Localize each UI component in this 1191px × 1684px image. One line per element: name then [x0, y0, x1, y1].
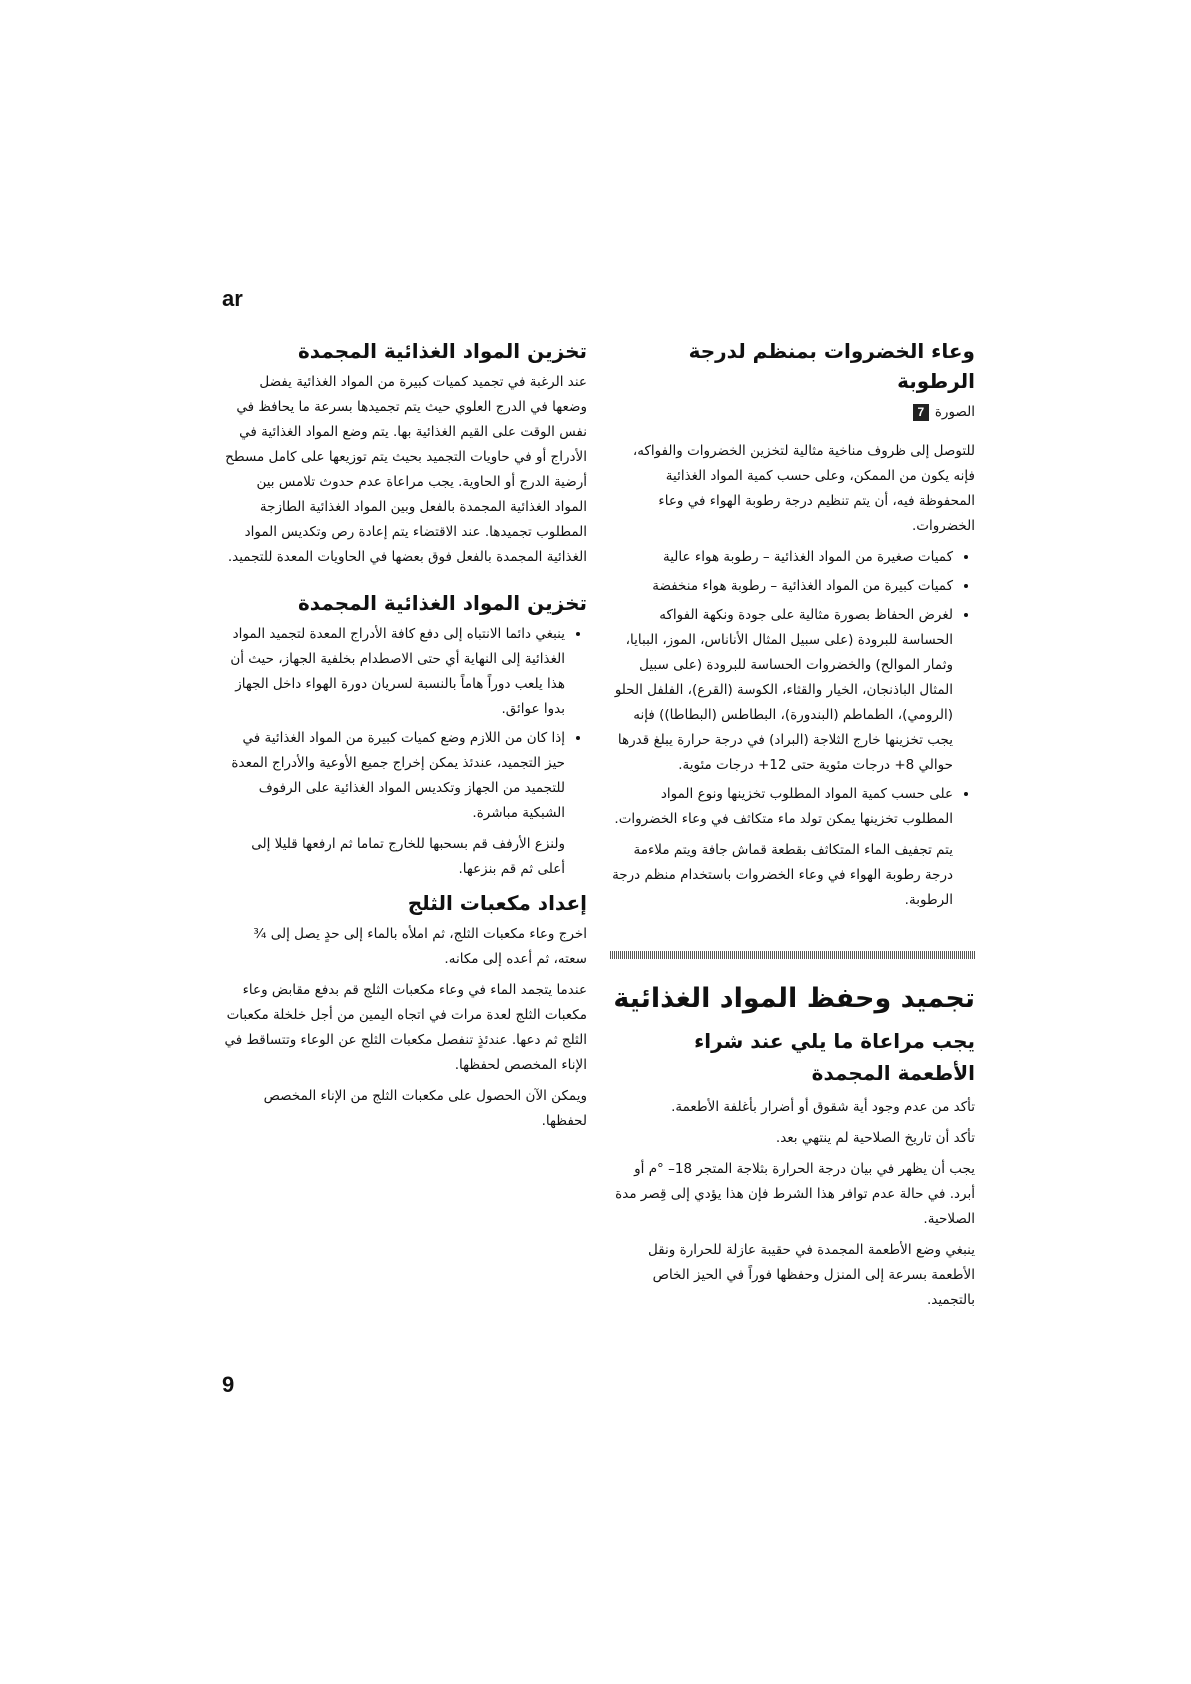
list-item: • لغرض الحفاظ بصورة مثالية على جودة ونكهة الفواكه الحساسة للبرودة (على سبيل المثال الأناناس، الموز، الببايا، وثمار الموالح) والخضروات الحساسة للبرودة (على سبيل المثال الباذنجان، الخيار والقثاء، الكوسة (القرع)، الفلفل الحلو (الرومي)، الطماطم (البندورة)، البطاطس (البطاطا)) فإنه يجب تخزينها خارج الثلاجة (البراد) في درجة حرارة يبلغ قدرها حوالي 8+ درجات مئوية حتى 12+ درجات مئوية. — [610, 603, 953, 778]
figure-number-badge: 7 — [913, 404, 929, 421]
figure-reference — [610, 400, 975, 425]
frozen-storage-bullet-list — [222, 622, 587, 826]
frozen-storage-heading: تخزين المواد الغذائية المجمدة — [297, 339, 587, 363]
freezing-paragraph: يجب أن يظهر في بيان درجة الحرارة بثلاجة المتجر 18– °م أو أبرد. في حالة عدم توافر هذا الشرط فإن هذا يؤدي إلى قِصر مدة الصلاحية. — [615, 1161, 975, 1227]
frozen-storage-paragraph: عند الرغبة في تجميد كميات كبيرة من المواد الغذائية يفضل وضعها في الدرج العلوي حيث يتم تجميدها بسرعة ما يحافظ في نفس الوقت على القيم الغذائية بها. يتم وضع المواد الغذائية في الأدراج أو في حاويات التجميد بحيث يتم توزيعها على كامل مسطح أرضية الدرج أو الحاوية. يجب مراعاة عدم حدوث تلامس بين المواد الغذائية المجمدة بالفعل وبين المواد الغذائية الطازجة المطلوب تجميدها. عند الاقتضاء يتم إعادة رص وتكديس المواد الغذائية المجمدة بالفعل فوق بعضها في الحاويات المعدة للتجميد. — [225, 374, 587, 565]
language-code: ar — [222, 286, 243, 311]
list-item: • كميات كبيرة من المواد الغذائية – رطوبة هواء منخفضة — [610, 574, 953, 599]
vegetable-bullet-list — [610, 545, 975, 832]
left-column — [222, 336, 587, 1140]
list-item: • على حسب كمية المواد المطلوب تخزينها ونوع المواد المطلوب تخزينها يمكن تولد ماء متكاثف في وعاء الخضروات. — [610, 782, 953, 832]
freezing-paragraph: تأكد من عدم وجود أية شقوق أو أضرار بأغلفة الأطعمة. — [671, 1099, 975, 1115]
freezing-paragraph: تأكد أن تاريخ الصلاحية لم ينتهي بعد. — [775, 1130, 975, 1146]
frozen-purchase-subheading: يجب مراعاة ما يلي عند شراء الأطعمة المجمدة — [694, 1029, 975, 1085]
ice-cubes-paragraph: ويمكن الآن الحصول على مكعبات الثلج من الإناء المخصص لحفظها. — [263, 1088, 587, 1129]
list-item: • ينبغي دائما الانتباه إلى دفع كافة الأدراج المعدة لتجميد المواد الغذائية إلى النهاية أي حتى الاصطدام بخلفية الجهاز، حيث أن هذا يلعب دوراً هاماً بالنسبة لسريان دورة الهواء داخل الجهاز بدوا عوائق. — [222, 622, 565, 722]
right-column — [610, 336, 975, 1319]
section-divider — [610, 951, 975, 959]
vegetable-intro-paragraph: للتوصل إلى ظروف مناخية مثالية لتخزين الخضروات والفواكه، فإنه يكون من الممكن، وعلى حسب كمية المواد الغذائية المحفوظة فيه، أن يتم تنظيم درجة رطوبة الهواء في وعاء الخضروات. — [632, 443, 975, 534]
shelf-removal-note: ولنزع الأرفف قم بسحبها للخارج تماما ثم ارفعها قليلا إلى أعلى ثم قم بنزعها. — [251, 836, 565, 877]
list-item: • إذا كان من اللازم وضع كميات كبيرة من المواد الغذائية في حيز التجميد، عندئذ يمكن إخراج جميع الأوعية والأدراج المعدة للتجميد من الجهاز وتكديس المواد الغذائية على الرفوف الشبكية مباشرة. — [222, 726, 565, 826]
ice-cubes-heading: إعداد مكعبات الثلج — [407, 891, 587, 915]
frozen-storage-heading-2: تخزين المواد الغذائية المجمدة — [297, 591, 587, 615]
freezing-paragraph: ينبغي وضع الأطعمة المجمدة في حقيبة عازلة للحرارة ونقل الأطعمة بسرعة إلى المنزل وحفظها فوراً في الحيز الخاص بالتجميد. — [648, 1242, 975, 1308]
vegetable-drawer-heading: وعاء الخضروات بمنظم لدرجة الرطوبة — [688, 339, 975, 393]
ice-cubes-paragraph: عندما يتجمد الماء في وعاء مكعبات الثلج قم بدفع مقابض وعاء مكعبات الثلج لعدة مرات في اتجاه اليمين من أجل خلخلة مكعبات الثلج ثم دعها. عندئذٍ تنفصل مكعبات الثلج عن الوعاء وتتساقط في الإناء المخصص لحفظها. — [224, 982, 587, 1073]
page-number: 9 — [222, 1372, 235, 1397]
condensation-note: يتم تجفيف الماء المتكاثف بقطعة قماش جافة ويتم ملاءمة درجة رطوبة الهواء في وعاء الخضروات باستخدام منظم درجة الرطوبة. — [612, 842, 953, 908]
figure-label: الصورة — [934, 404, 975, 420]
ice-cubes-paragraph: اخرج وعاء مكعبات الثلج، ثم املأه بالماء إلى حدٍ يصل إلى ¾ سعته، ثم أعده إلى مكانه. — [253, 926, 587, 967]
list-item: • كميات صغيرة من المواد الغذائية – رطوبة هواء عالية — [610, 545, 953, 570]
freezing-main-heading: تجميد وحفظ المواد الغذائية — [613, 983, 975, 1014]
